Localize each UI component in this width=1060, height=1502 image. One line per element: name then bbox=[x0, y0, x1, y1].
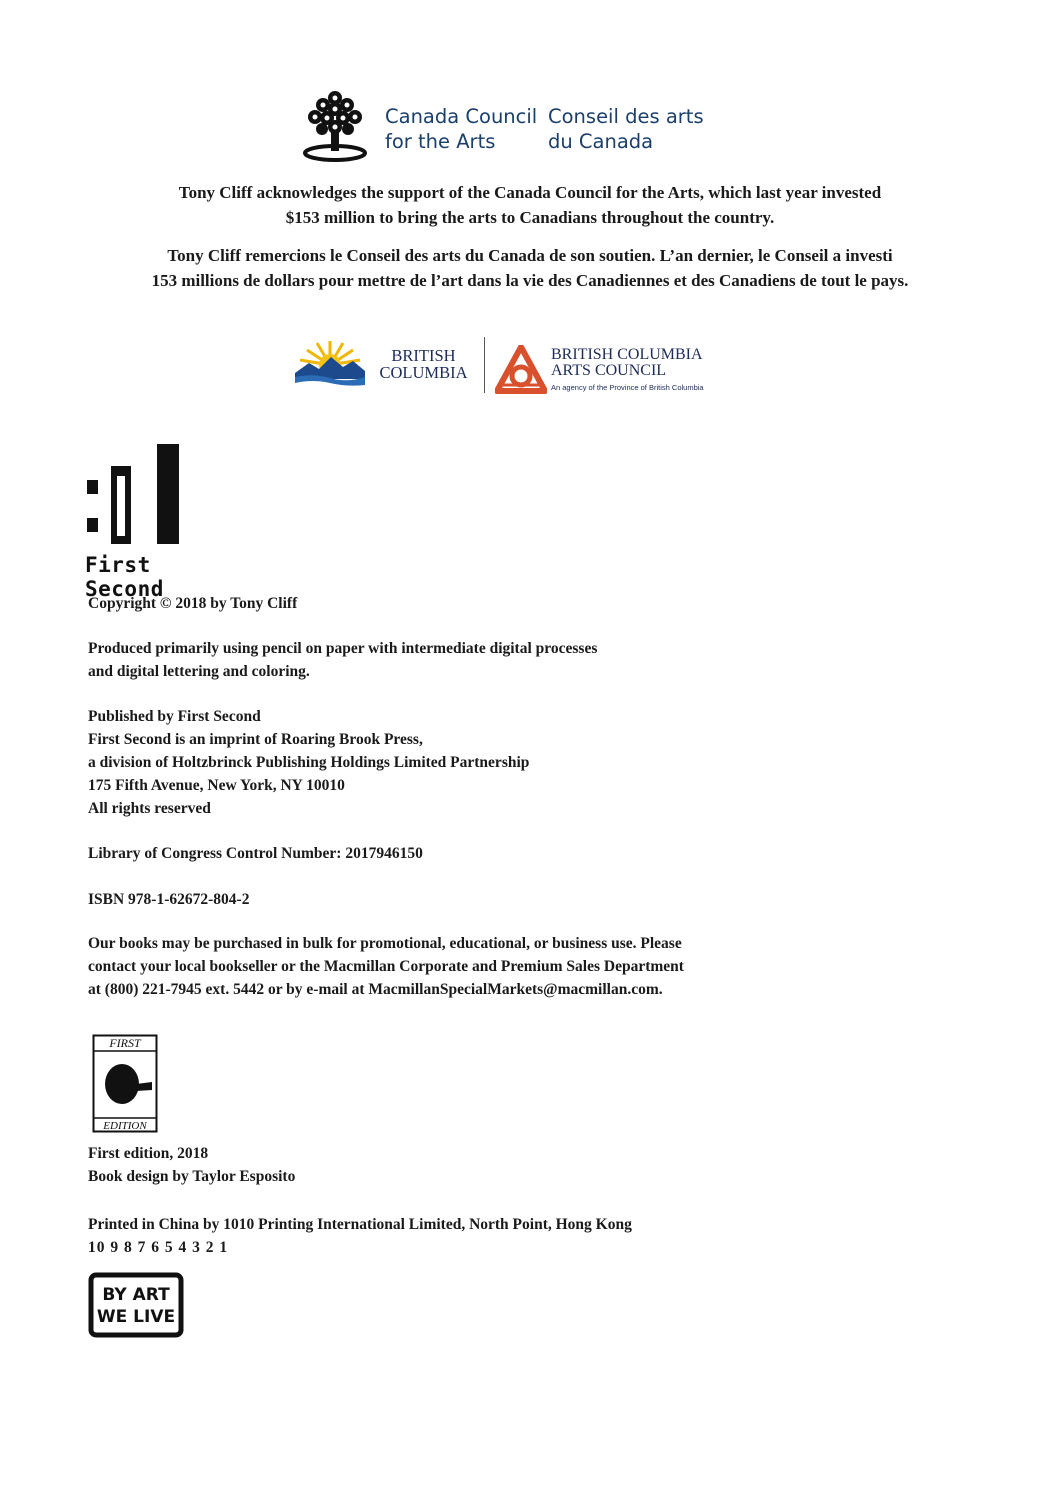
by-art-we-live-badge bbox=[88, 1272, 184, 1338]
publisher-info: Published by First Second First Second is an imprint of Roaring Brook Press, a division of Holtzbrinck Publishing Holdings Limited Partnership 175 Fifth Avenue, New York, NY 10010 All rights reserved bbox=[88, 708, 530, 817]
bulk-sales-note: Our books may be purchased in bulk for promotional, educational, or business use. Please contact your local bookseller or the Macmillan Corporate and Premium Sales Department at (800) 221-7945 ext. 5442 or by e-mail at MacmillanSpecialMarkets@macmillan.com. bbox=[88, 935, 684, 998]
canada-council-name-fr: Conseil des arts du Canada bbox=[548, 105, 704, 153]
canada-council-name-en: Canada Council for the Arts bbox=[385, 105, 538, 153]
edition-info: First edition, 2018 Book design by Taylor Esposito bbox=[88, 1145, 296, 1185]
first-edition-badge-bottom: EDITION bbox=[103, 1120, 147, 1132]
by-art-badge-line1: BY ART bbox=[102, 1285, 170, 1305]
first-second-mark-icon bbox=[85, 440, 185, 548]
logo-divider bbox=[484, 337, 485, 393]
first-second-logo bbox=[85, 440, 215, 601]
first-second-wordmark: First Second bbox=[85, 553, 164, 601]
printing-info: Printed in China by 1010 Printing International Limited, North Point, Hong Kong 10 9 8 7 6 5 4 3 2 1 bbox=[88, 1216, 632, 1256]
by-art-badge-line2: WE LIVE bbox=[96, 1307, 176, 1327]
production-note: Produced primarily using pencil on paper with intermediate digital processes and digital lettering and coloring. bbox=[88, 640, 598, 680]
first-edition-badge bbox=[92, 1034, 158, 1133]
canada-council-logo bbox=[300, 85, 720, 165]
first-edition-badge-top: FIRST bbox=[109, 1036, 141, 1050]
bc-arts-council-subtitle: An agency of the Province of British Columbia bbox=[551, 383, 704, 392]
bc-arts-council-mark-icon bbox=[495, 345, 547, 395]
isbn-line: ISBN 978-1-62672-804-2 bbox=[88, 891, 250, 908]
lccn-line: Library of Congress Control Number: 2017946150 bbox=[88, 845, 423, 862]
acknowledgement-fr: Tony Cliff remercions le Conseil des arts du Canada de son soutien. L’an dernier, le Conseil a investi 153 millions de dollars pour mettre de l’art dans la vie des Canadiennes et des Canadiens de tout le pays. bbox=[151, 246, 909, 290]
canada-council-tree-icon bbox=[300, 85, 370, 163]
copyright-line: Copyright © 2018 by Tony Cliff bbox=[88, 595, 298, 612]
bc-name: BRITISH COLUMBIA bbox=[379, 346, 468, 382]
bc-logos bbox=[295, 335, 745, 400]
bc-sun-mountains-icon bbox=[295, 339, 365, 387]
bird-head-icon bbox=[105, 1064, 139, 1104]
bc-arts-council-name: BRITISH COLUMBIA ARTS COUNCIL bbox=[551, 346, 703, 379]
acknowledgement-en: Tony Cliff acknowledges the support of the Canada Council for the Arts, which last year invested $153 million to bring the arts to Canadians throughout the country. bbox=[178, 183, 882, 227]
